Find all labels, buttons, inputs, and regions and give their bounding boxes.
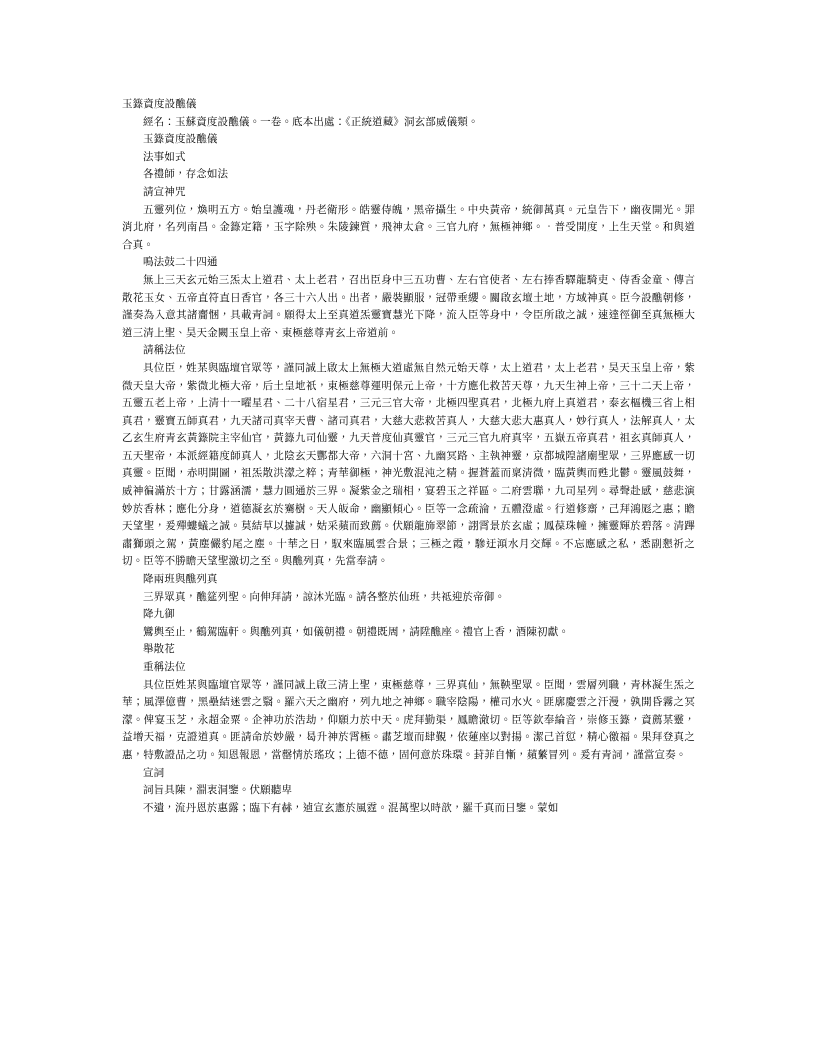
proclaim-intro: 詞旨具陳，淵衷洞鑒。伏願聽卑 bbox=[143, 784, 293, 797]
document-body bbox=[122, 96, 695, 817]
document-title: 玉籙資度設醮儀 bbox=[122, 98, 197, 110]
rubric-salute-masters: 各禮師，存念如法 bbox=[143, 168, 229, 181]
descend-two-ranks-text: 三界眾真，醮筵列聖。向伸拜請，諒沐光臨。請各整於仙班，共祗迎於帝御。 bbox=[143, 590, 506, 603]
rubric-restate-rank: 重稱法位 bbox=[143, 661, 186, 673]
rank-declaration: 具位臣，姓某與臨壇官眾等，謹同誠上啟太上無極大道虛無自然元始天尊，太上道君，太上老君，昊天玉皇上帝，紫微天皇大帝，紫微北極大帝，后土皇地祇，東極慈尊運明保元上帝，十方應化救苦天尊，九天生神上帝，三十二天上帝，五靈五老上帝，上清十一曜星君、二十八宿星君，三元三官大帝，北極四聖真君，北極九府上真道君，泰玄樞機三省上相真君，靈寶五師真君，九天諸司真宰天曹、諸司真君，大慈大悲救苦真人，大慈大悲大惠真人，妙行真人，法解真人，太乙玄生府青玄黃籙院主宰仙官，黃籙九司仙靈，九天普度仙真靈官，三元三官九府真宰，五嶽五帝真君，祖玄真師真人，五天聖帝，本派經籍度師真人，北陰玄天酆都大帝，六洞十宮、九幽冥路、主執神靈，京都城隍諸廟聖眾，三界應感一切真靈。臣聞，赤明開圖，祖炁散洪濛之粹；青華御極，神光敷混沌之精。握蒼蓋而稟清微，臨黃輿而甦北鬱。靈風鼓舞，威神徧滿於十方；甘露涵濡，慧力圓通於三界。凝紫金之瑞相，宴碧玉之祥區。二府雲聯，九司星列。尋聲赴感，慈悲演妙於香林；應化分身，道德凝玄於騫樹。天人皈命，幽顯傾心。臣等一念疏淪，五體澄虛。行道修齋，己拜鴻厖之惠；瞻天望聖，爰殫螻蟻之誠。莫結草以攄誠，姑采蘋而致薦。伏願龍斾翠節，詡霄景於玄虛；鳳葆珠幢，擁靈輝於碧落。清蹕肅獅頭之駕，黃塵儼豹尾之塵。十華之日，馭來臨風雲合景；三極之霞，驂迂澒水月交輝。不忘應感之私，悉副懇祈之切。臣等不勝瞻天望聖激切之至。與醮列真，先當奉請。 bbox=[122, 361, 695, 568]
restate-rank-text: 具位臣姓某與臨壇官眾等，謹同誠上啟三清上聖，東極慈尊，三界真仙，無鞅聖眾。臣聞，雲層列職，青林凝生炁之華；風澤億曹，黑壘結迷雲之翳。羅六天之幽府，列九地之神鄉。職宰陰陽，權司水火。匪廓慶雲之汗漫，孰開昏霧之冥濛。俾宴玉芝，永超金粟。企神功於浩劫，仰願力於中天。虎拜勤渠，鳳瞻澈切。臣等欽奉綸音，崇修玉籙，資薦某靈，益增天福，克證道真。匪請命於妙嚴，曷升神於霄極。肅芝壇而肆覲，依蓮座以對揚。潔己首愆，精心徼福。果拜登真之惠，特敷證品之功。知恩報恩，當罄情於瑤玫；上德不德，固何意於珠環。葑菲自慚，蘋蘩冒列。爰有青詞，謹當宣奏。 bbox=[122, 678, 695, 761]
heading-work-title: 玉籙資度設醮儀 bbox=[143, 133, 218, 146]
spell-text: 五靈列位，煥明五方。始皇護魂，丹老衛形。皓靈侍魄，黑帝攝生。中央黃帝，統御萬真。元皇告下，幽夜開光。罪消北府，名列南昌。金籙定籍，玉字除殃。朱陵鍊質，飛神太倉。三官九府，無極神鄉。．普受開度，上生天堂。和與道合真。 bbox=[122, 203, 695, 251]
heading-rite-format: 法事如式 bbox=[143, 150, 186, 163]
rubric-scatter-flowers: 舉散花 bbox=[143, 643, 175, 656]
proclaim-body: 不遺，流丹恩於惠露；臨下有赫，逌宣玄憲於風霆。混萬聖以時歆，羅千真而日鑒。蒙如 bbox=[143, 801, 559, 814]
rubric-drum: 鳴法鼓二十四通 bbox=[143, 256, 218, 269]
descend-nine-text: 鸞輿至止，鶴駕臨軒。與醮列真，如儀朝禮。朝禮既周，請陞醮座。禮官上香，酒陳初獻。 bbox=[143, 625, 569, 638]
rubric-declare-rank: 請稱法位 bbox=[143, 344, 186, 357]
rubric-proclaim-spell: 請宣神咒 bbox=[143, 185, 186, 198]
rubric-descend-two-ranks: 降兩班與醮列真 bbox=[143, 573, 218, 586]
source-note: 經名：玉蘇資度設醮儀。一卷。底本出處：《正統道藏》洞玄部威儀類。 bbox=[143, 115, 479, 128]
invocation-summon: 無上三天玄元始三炁太上道君、太上老君，召出臣身中三五功曹、左右官使者、左右捧香驛龍騎吏、侍香金童、傳言散花玉女、五帝直符直日香官，各三十六人出。出者，嚴裝顯服，冠帶垂纓。關啟玄壇土地，方域神真。臣今設醮朝修，謹奏為入意其諸齎悃，具載青詞。願得太上至真道炁靈寶慧光下降，流入臣等身中，令臣所啟之誠，速達徑御至真無極大道三清上聖、昊天金闕玉皇上帝、東極慈尊青玄上帝道前。 bbox=[122, 273, 695, 339]
rubric-descend-nine: 降九御 bbox=[143, 608, 175, 621]
rubric-proclaim-text: 宣詞 bbox=[143, 766, 165, 779]
